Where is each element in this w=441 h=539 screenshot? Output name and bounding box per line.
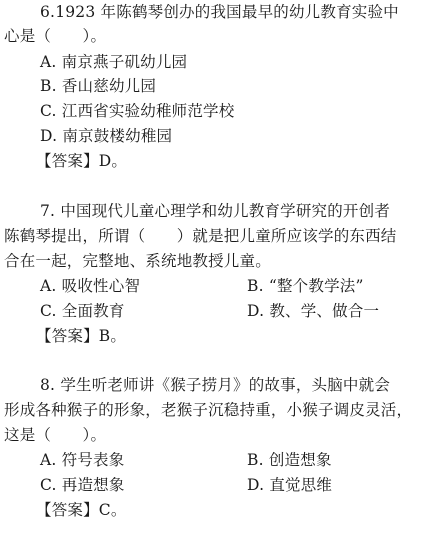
question-stem-line: 形成各种猴子的形象，老猴子沉稳持重，小猴子调皮灵活，: [4, 401, 413, 419]
option-d: D. 直觉思维: [247, 476, 333, 494]
option-d: D. 南京鼓楼幼稚园: [40, 127, 173, 145]
question-stem-line: 6.1923 年陈鹤琴创办的我国最早的幼儿教育实验中: [40, 3, 399, 21]
option-b: B. 创造想象: [247, 451, 332, 469]
answer-label: 【答案】D。: [36, 152, 128, 170]
option-c: C. 再造想象: [40, 476, 125, 494]
question-stem-line: 合在一起，完整地、系统地教授儿童。: [4, 252, 271, 270]
answer-label: 【答案】B。: [36, 327, 127, 345]
option-b: B. 香山慈幼儿园: [40, 77, 157, 95]
question-stem-line: 心是（ ）。: [4, 27, 107, 45]
question-stem-line: 这是（ ）。: [4, 426, 107, 444]
option-b: B. “整个教学法”: [247, 277, 364, 295]
question-stem-line: 7. 中国现代儿童心理学和幼儿教育学研究的开创者: [40, 202, 391, 220]
answer-label: 【答案】C。: [36, 501, 127, 519]
question-stem-line: 8. 学生听老师讲《猴子捞月》的故事，头脑中就会: [40, 376, 391, 394]
option-c: C. 江西省实验幼稚师范学校: [40, 102, 235, 120]
option-a: A. 南京燕子矶幼儿园: [40, 53, 188, 71]
option-c: C. 全面教育: [40, 302, 125, 320]
option-a: A. 吸收性心智: [40, 277, 141, 295]
option-a: A. 符号表象: [40, 451, 125, 469]
option-d: D. 教、学、做合一: [247, 302, 380, 320]
question-stem-line: 陈鹤琴提出，所谓（ ）就是把儿童所应该学的东西结: [4, 227, 397, 245]
